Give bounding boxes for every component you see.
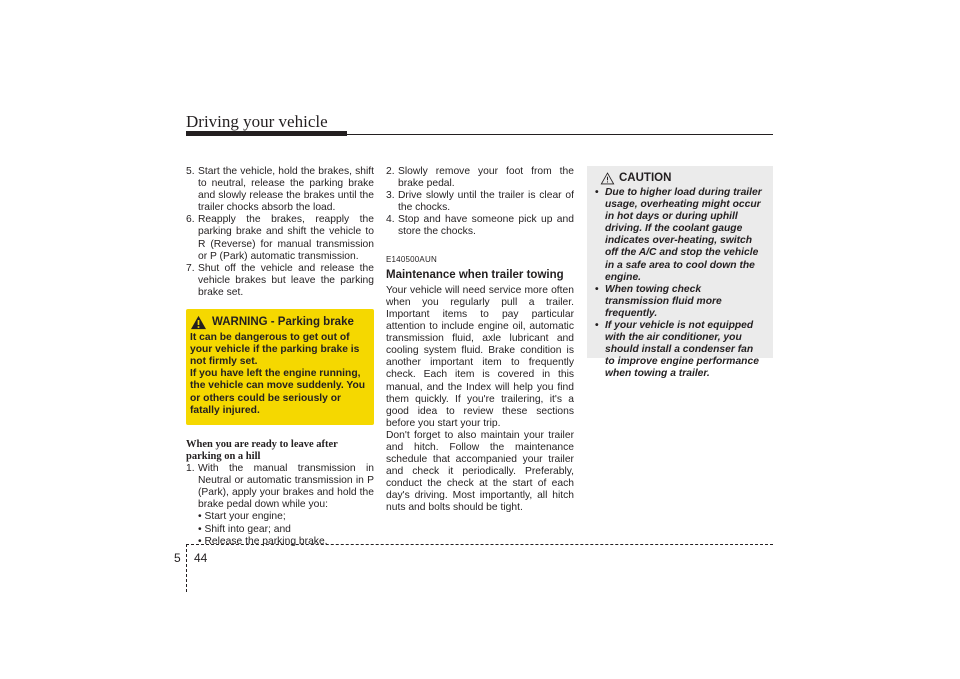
warning-title: WARNING - Parking brake — [212, 316, 354, 329]
page-number: 44 — [194, 551, 208, 565]
caution-item-transmission: • When towing check transmission fluid more frequently. — [595, 283, 722, 319]
step-list-1 — [186, 463, 374, 511]
warning-box — [186, 309, 374, 425]
section-title: Maintenance when trailer towing — [386, 268, 564, 281]
subheading-leave-hill: When you are ready to leave after parking on a hill — [186, 439, 338, 463]
step-1: 1. With the manual transmission in Neutral or automatic transmission in P (Park), apply your brakes and hold the brake pedal down while you: — [186, 463, 374, 511]
paragraph-1: Your vehicle will need service more often when you regularly pull a trailer. Important items to pay particular attention to include engine oil, automatic transmission fluid, axle lubricant and cooling system fluid. Brake condition is another important item to frequently check. Each item is covered in this manual, and the Index will help you find them quickly. If you're trailering, it's a good idea to review these sections before you start your trip. — [386, 284, 574, 429]
caution-box — [587, 166, 773, 380]
caution-list — [595, 187, 765, 381]
step-4: 4. Stop and have someone pick up and store the chocks. — [386, 214, 574, 238]
bullet-shift-gear: • Shift into gear; and — [198, 523, 291, 535]
warning-text-2: If you have left the engine running, the vehicle can move suddenly. You or others could be seriously or fatally injured. — [190, 368, 366, 416]
step-6: 6. Reapply the brakes, reapply the parking brake and shift the vehicle to R (Reverse) for manual transmission or P (Park) automatic transmission. — [186, 214, 374, 262]
column-1 — [186, 166, 374, 548]
step-5: 5. Start the vehicle, hold the brakes, shift to neutral, release the parking brake and slowly release the brakes until the trailer chocks absorb the load. — [186, 166, 374, 214]
step-7: 7. Shut off the vehicle and release the vehicle brakes but leave the parking brake set. — [186, 262, 374, 298]
page-header-title: Driving your vehicle — [186, 112, 328, 131]
column-2 — [386, 166, 574, 515]
warning-text-1: It can be dangerous to get out of your vehicle if the parking brake is not firmly set. — [190, 332, 360, 368]
caution-item-condenser: • If your vehicle is not equipped with the air conditioner, you should install a condenser fan to improve engine performance when towing a trailer. — [595, 320, 759, 380]
footer-rule — [186, 544, 773, 545]
section-code: E140500AUN — [386, 254, 437, 264]
step-list-2-4 — [386, 166, 574, 239]
step-list-5-7 — [186, 166, 374, 299]
caution-header — [595, 172, 765, 185]
bullet-start-engine: • Start your engine; — [198, 511, 286, 523]
step-2: 2. Slowly remove your foot from the brake pedal. — [386, 166, 574, 190]
caution-item-overheating: • Due to higher load during trailer usage, overheating might occur in hot days or during uphill driving. If the coolant gauge indicates over-heating, switch off the A/C and stop the vehicle in a safe area to cool down the engine. — [595, 187, 762, 283]
warning-triangle-icon — [190, 315, 207, 330]
step-3: 3. Drive slowly until the trailer is clear of the chocks. — [386, 190, 574, 214]
paragraph-2: Don't forget to also maintain your trailer and hitch. Follow the maintenance schedule that accompanied your trailer and check it periodically. Preferably, conduct the check at the start of each day's driving. Most importantly, all hitch nuts and bolts should be tight. — [386, 429, 574, 514]
caution-title: CAUTION — [619, 172, 672, 185]
bullet-list — [186, 511, 374, 547]
header-rule — [186, 134, 773, 135]
bullet-release-brake: • Release the parking brake. — [198, 535, 328, 547]
caution-triangle-icon — [600, 172, 615, 185]
chapter-number: 5 — [174, 551, 181, 565]
column-3 — [587, 166, 773, 380]
warning-header — [190, 315, 367, 330]
footer-divider — [186, 544, 187, 592]
